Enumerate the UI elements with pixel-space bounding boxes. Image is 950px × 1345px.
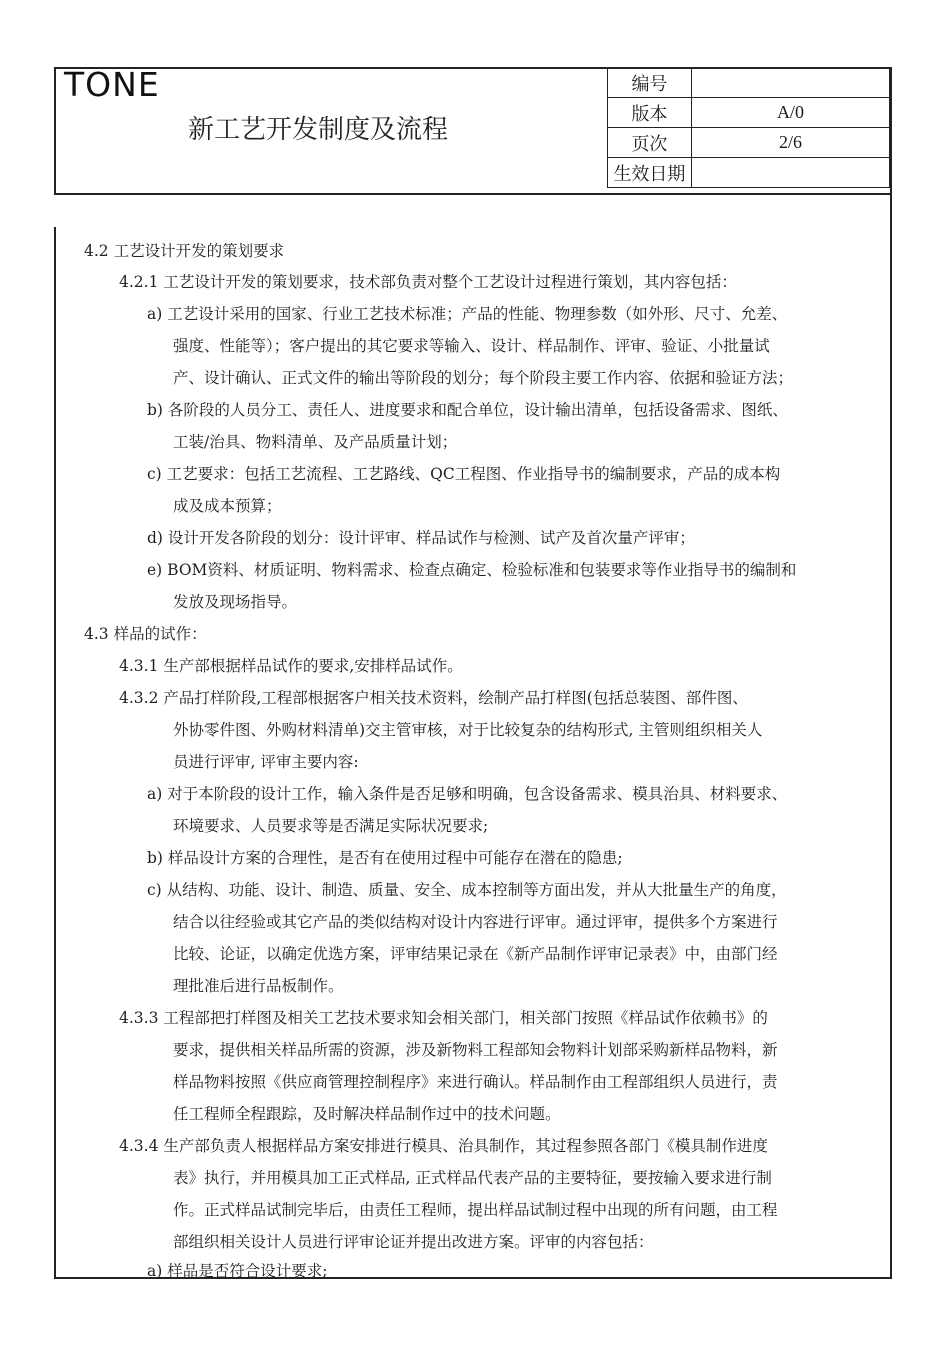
paragraph-continuation: 要求，提供相关样品所需的资源，涉及新物料工程部知会物料计划部采购新样品物料，新 [173,1041,778,1059]
list-item-continuation: 强度、性能等）；客户提出的其它要求等输入、设计、样品制作、评审、验证、小批量试 [173,337,770,355]
meta-key: 编号 [608,68,692,98]
list-item: a) 样品是否符合设计要求; [147,1262,328,1280]
list-item: b) 各阶段的人员分工、责任人、进度要求和配合单位，设计输出清单，包括设备需求、图纸、 [147,401,788,419]
meta-key: 版本 [608,98,692,128]
list-item-continuation: 成及成本预算； [173,497,282,515]
subsection-paragraph: 4.3.3 工程部把打样图及相关工艺技术要求知会相关部门，相关部门按照《样品试作依赖书》的 [119,1009,768,1027]
subsection-paragraph: 4.3.4 生产部负责人根据样品方案安排进行模具、治具制作，其过程参照各部门《模具制作进度 [119,1137,768,1155]
meta-key: 生效日期 [608,158,692,188]
list-item-continuation: 环境要求、人员要求等是否满足实际状况要求; [173,817,489,835]
company-logo: TONE [64,65,160,104]
paragraph-continuation: 外协零件图、外购材料清单)交主管审核，对于比较复杂的结构形式, 主管则组织相关人 [173,721,763,739]
paragraph-continuation: 任工程师全程跟踪，及时解决样品制作过中的技术问题。 [173,1105,561,1123]
paragraph-continuation: 部组织相关设计人员进行评审论证并提出改进方案。评审的内容包括： [173,1233,654,1251]
meta-value: A/0 [691,98,889,128]
meta-row-version [608,98,890,128]
paragraph-continuation: 作。正式样品试制完毕后，由责任工程师，提出样品试制过程中出现的所有问题，由工程 [173,1201,778,1219]
meta-key: 页次 [608,128,692,158]
paragraph-continuation: 样品物料按照《供应商管理控制程序》来进行确认。样品制作由工程部组织人员进行，责 [173,1073,778,1091]
document-header [54,67,892,195]
right-border-segment [890,195,892,227]
list-item-continuation: 工装/治具、物料清单、及产品质量计划； [173,433,458,451]
meta-row-page [608,128,890,158]
paragraph-continuation: 表》执行，并用模具加工正式样品, 正式样品代表产品的主要特征，要按输入要求进行制 [173,1169,772,1187]
list-item: c) 工艺要求：包括工艺流程、工艺路线、QC工程图、作业指导书的编制要求，产品的成本构 [147,465,781,483]
meta-value [691,68,889,98]
meta-value [691,158,889,188]
subsection-paragraph: 4.3.2 产品打样阶段,工程部根据客户相关技术资料，绘制产品打样图(包括总装图、部件图、 [119,689,748,707]
list-item-continuation: 理批准后进行品板制作。 [173,977,344,995]
list-item: a) 对于本阶段的设计工作，输入条件是否足够和明确，包含设备需求、模具治具、材料要求、 [147,785,788,803]
list-item: b) 样品设计方案的合理性，是否有在使用过程中可能存在潜在的隐患; [147,849,623,867]
subsection-paragraph: 4.3.1 生产部根据样品试作的要求,安排样品试作。 [119,657,463,675]
meta-value: 2/6 [691,128,889,158]
section-heading: 4.3 样品的试作： [84,625,207,643]
list-item-continuation: 产、设计确认、正式文件的输出等阶段的划分；每个阶段主要工作内容、依据和验证方法； [173,369,794,387]
list-item: c) 从结构、功能、设计、制造、质量、安全、成本控制等方面出发，并从大批量生产的角度， [147,881,787,899]
meta-row-number [608,68,890,98]
paragraph-continuation: 员进行评审, 评审主要内容: [173,753,359,771]
list-item-continuation: 结合以往经验或其它产品的类似结构对设计内容进行评审。通过评审，提供多个方案进行 [173,913,778,931]
meta-row-effective-date [608,158,890,188]
subsection-paragraph: 4.2.1 工艺设计开发的策划要求，技术部负责对整个工艺设计过程进行策划，其内容包括： [119,273,737,291]
list-item-continuation: 发放及现场指导。 [173,593,298,611]
list-item: a) 工艺设计采用的国家、行业工艺技术标准；产品的性能、物理参数（如外形、尺寸、允差、 [147,305,788,323]
list-item: e) BOM资料、材质证明、物料需求、检查点确定、检验标准和包装要求等作业指导书的编制和 [147,561,797,579]
list-item: d) 设计开发各阶段的划分：设计评审、样品试作与检测、试产及首次量产评审； [147,529,695,547]
document-meta-table [607,67,890,188]
section-heading: 4.2 工艺设计开发的策划要求 [84,242,285,260]
document-title: 新工艺开发制度及流程 [188,115,449,145]
list-item-continuation: 比较、论证，以确定优选方案，评审结果记录在《新产品制作评审记录表》中，由部门经 [173,945,778,963]
